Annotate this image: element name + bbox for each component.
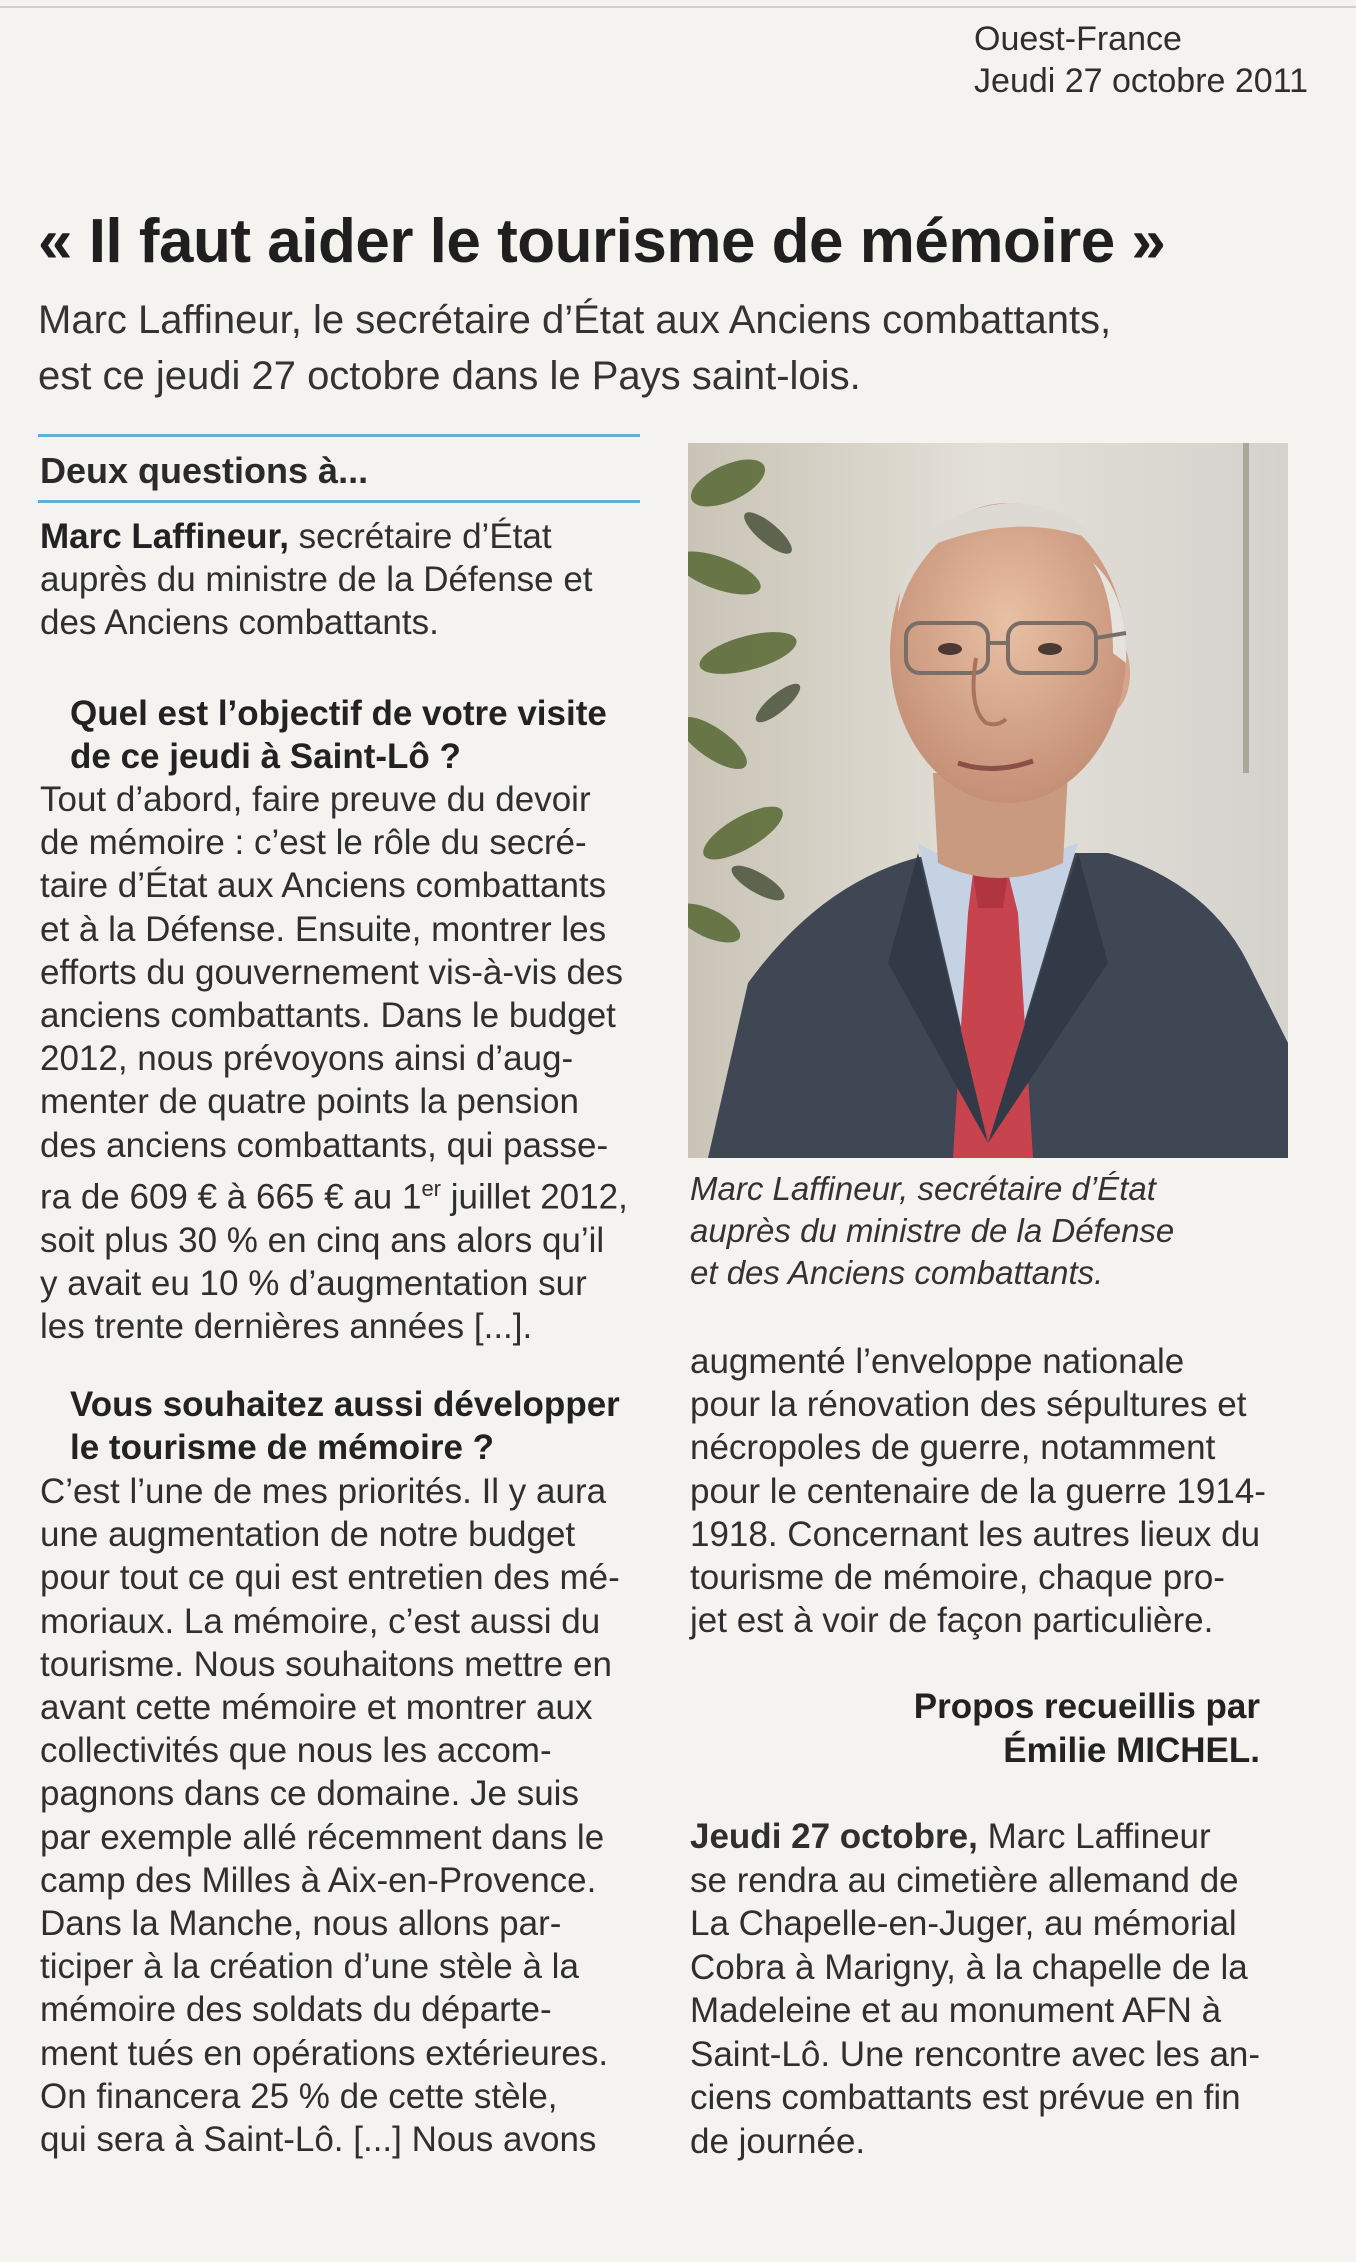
portrait-illustration — [688, 443, 1288, 1158]
portrait-photo — [688, 443, 1288, 1158]
kicker-rule-bottom — [38, 500, 640, 503]
top-rule — [0, 6, 1356, 8]
article-headline: « Il faut aider le tourisme de mémoire » — [38, 207, 1166, 276]
article-standfirst — [38, 292, 1288, 404]
question-1: Quel est l’objectif de votre visite de ce jeudi à Saint-Lô ? — [70, 694, 607, 776]
standfirst-line: est ce jeudi 27 octobre dans le Pays saint-lois. — [38, 354, 861, 398]
interviewee-name: Marc Laffineur, — [40, 517, 289, 556]
photo-caption: Marc Laffineur, secrétaire d’État auprès du ministre de la Défense et des Anciens combattants. — [690, 1170, 1175, 1291]
author-name: Émilie MICHEL. — [1003, 1731, 1260, 1770]
section-kicker: Deux questions à... — [40, 450, 369, 491]
agenda-lead: Jeudi 27 octobre, — [690, 1817, 978, 1856]
kicker-rule-top — [38, 434, 640, 437]
answer-2: C’est l’une de mes priorités. Il y aura une augmentation de notre budget pour tout ce qui est entretien des mé- moriaux. La mémoire, c’est aussi du tourisme. Nous souhaitons mettre en avant cette mémoire et montrer aux collectivités que nous les accom- pagnons dans ce domaine. Je suis par exemple allé récemment dans le camp des Milles à Aix-en-Provence. Dans la Manche, nous allons par- ticiper à la création d’une stèle à la mémoire des soldats du départe- ment tués en opérations extérieures. On financera 25 % de cette stèle, qui sera à Saint-Lô. [...] Nous avons — [40, 1472, 620, 2160]
question-2: Vous souhaitez aussi développer le tourisme de mémoire ? — [70, 1385, 620, 1467]
author-credit: Propos recueillis par Émilie MICHEL. — [690, 1685, 1260, 1773]
standfirst-line: Marc Laffineur, le secrétaire d’État aux Anciens combattants, — [38, 298, 1112, 342]
interviewee-intro: Marc Laffineur, secrétaire d’État auprès du ministre de la Défense et des Anciens combattants. — [40, 517, 593, 642]
answer-1: Tout d’abord, faire preuve du devoir de mémoire : c’est le rôle du secré- taire d’État aux Anciens combattants et à la Défense. Ensuite, montrer les efforts du gouvernement vis-à-vis des anciens combattants. Dans le budget 2012, nous prévoyons ainsi d’aug- menter de quatre points la pension des anciens combattants, qui passe- ra de 609 € à 665 € au 1er juillet 2012, soit plus 30 % en cinq ans alors qu’il y avait eu 10 % d’augmentation sur les trente dernières années [...]. — [40, 780, 628, 1347]
newspaper-name: Ouest-France — [974, 20, 1182, 58]
answer-2-continued: augmenté l’enveloppe nationale pour la rénovation des sépultures et nécropoles de guerre, notamment pour le centenaire de la guerre 1914- 1918. Concernant les autres lieux du tourisme de mémoire, chaque pro- jet est à voir de façon particulière. — [690, 1342, 1266, 1641]
source-info — [974, 18, 1308, 102]
agenda-box: Jeudi 27 octobre, Marc Laffineur se rendra au cimetière allemand de La Chapelle-en-Juger, au mémorial Cobra à Marigny, à la chapelle de la Madeleine et au monument AFN à Saint-Lô. Une rencontre avec les an- ciens combattants est prévue en fin de journée. — [690, 1817, 1261, 2161]
publication-date: Jeudi 27 octobre 2011 — [974, 62, 1308, 100]
